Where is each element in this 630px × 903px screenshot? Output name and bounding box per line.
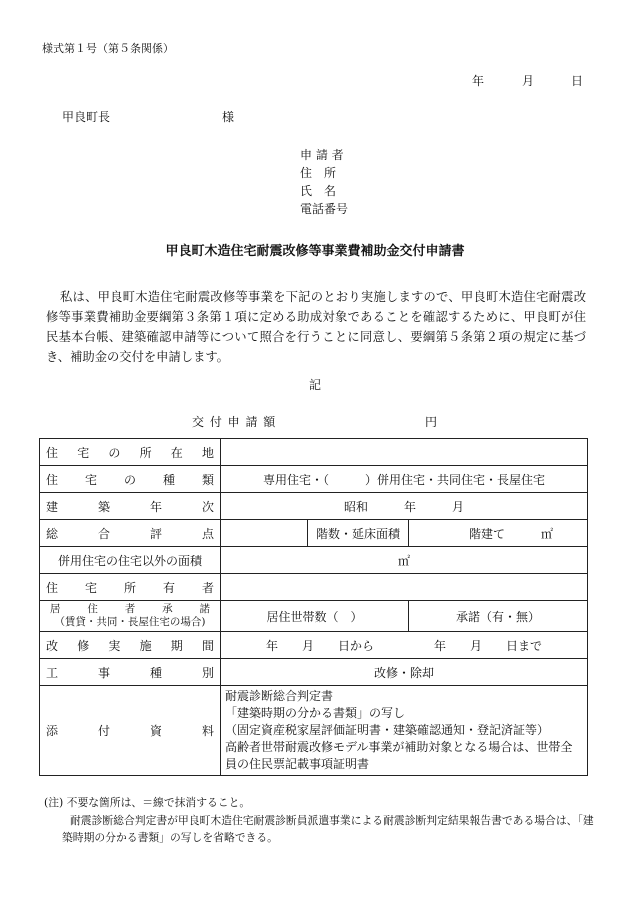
attachment-item: （固定資産税家屋評価証明書・建築確認通知・登記済証等）: [225, 723, 550, 737]
application-table: [39, 438, 588, 776]
households-value[interactable]: 居住世帯数（ ）: [221, 601, 409, 632]
attachment-item: 耐震診断総合判定書: [225, 689, 334, 703]
resident-label: 居住者承諾: [50, 603, 210, 615]
score-value[interactable]: [221, 520, 308, 547]
attachment-item: 高齢者世帯耐震改修モデル事業が補助対象となる場合は、世帯全員の住民票記載事項証明書: [225, 740, 573, 771]
period-label: 改修実施期間: [40, 632, 221, 659]
addressee-name: 甲良町長: [62, 110, 111, 124]
table-row: [40, 439, 588, 466]
work-value[interactable]: 改修・除却: [221, 659, 588, 686]
other-area-value[interactable]: ㎡: [221, 547, 588, 574]
owner-value[interactable]: [221, 574, 588, 601]
attachment-item: 「建築時期の分かる書類」の写し: [225, 706, 406, 720]
work-label: 工事種別: [40, 659, 221, 686]
table-row: [40, 520, 588, 547]
type-label: 住宅の種類: [40, 466, 221, 493]
table-row: [40, 493, 588, 520]
owner-label: 住宅所有者: [40, 574, 221, 601]
form-number: 様式第１号（第５条関係）: [42, 42, 174, 55]
period-value[interactable]: 年 月 日から 年 月 日まで: [221, 632, 588, 659]
year-label: 建築年次: [40, 493, 221, 520]
resident-sub-label: （賃貸・共同・長屋住宅の場合): [54, 616, 206, 628]
consent-value[interactable]: 承諾（有・無）: [409, 601, 588, 632]
table-row: [40, 466, 588, 493]
year-value[interactable]: 昭和 年 月: [221, 493, 588, 520]
applicant-name-label: 氏 名: [300, 184, 337, 198]
score-label: 総合評点: [40, 520, 221, 547]
attachments-list: [221, 686, 588, 776]
location-label: 住宅の所在地: [40, 439, 221, 466]
amount-unit: 円: [425, 415, 438, 429]
note-2: 耐震診断総合判定書が甲良町木造住宅耐震診断員派遣事業による耐震診断判定結果報告書である場合は、「建築時期の分かる書類」の写しを省略できる。: [62, 814, 594, 844]
resident-label-cell: [40, 601, 221, 632]
date-month: 月: [522, 74, 535, 88]
applicant-label: 申 請 者: [300, 148, 344, 162]
document-title: 甲良町木造住宅耐震改修等事業費補助金交付申請書: [165, 244, 465, 259]
floors-label: 階数・延床面積: [308, 520, 409, 547]
ki-label: 記: [308, 378, 321, 392]
date-day: 日: [571, 74, 584, 88]
table-row: [40, 659, 588, 686]
amount-label: 交 付 申 請 額: [192, 415, 277, 429]
date-year: 年: [472, 74, 485, 88]
note-1: (注) 不要な箇所は、＝線で抹消すること。: [44, 796, 251, 809]
table-row: [40, 574, 588, 601]
table-row: [40, 686, 588, 776]
applicant-phone-label: 電話番号: [300, 202, 349, 216]
attach-label: 添付資料: [40, 686, 221, 776]
floors-value[interactable]: 階建て ㎡: [409, 520, 588, 547]
table-row: [40, 632, 588, 659]
body-paragraph: 私は、甲良町木造住宅耐震改修等事業を下記のとおり実施しますので、甲良町木造住宅耐震改修等事業費補助金要綱第３条第１項に定める助成対象であることを確認するために、甲良町が住民基本台帳、建築確認申請等について照合を行うことに同意し、要綱第５条第２項の規定に基づき、補助金の交付を申請します。: [46, 290, 586, 364]
table-row: [40, 547, 588, 574]
other-area-label: 併用住宅の住宅以外の面積: [40, 547, 221, 574]
type-value[interactable]: 専用住宅・（ ）併用住宅・共同住宅・長屋住宅: [221, 466, 588, 493]
table-row: [40, 601, 588, 632]
location-value[interactable]: [221, 439, 588, 466]
addressee-honorific: 様: [222, 110, 235, 124]
applicant-address-label: 住 所: [300, 166, 337, 180]
